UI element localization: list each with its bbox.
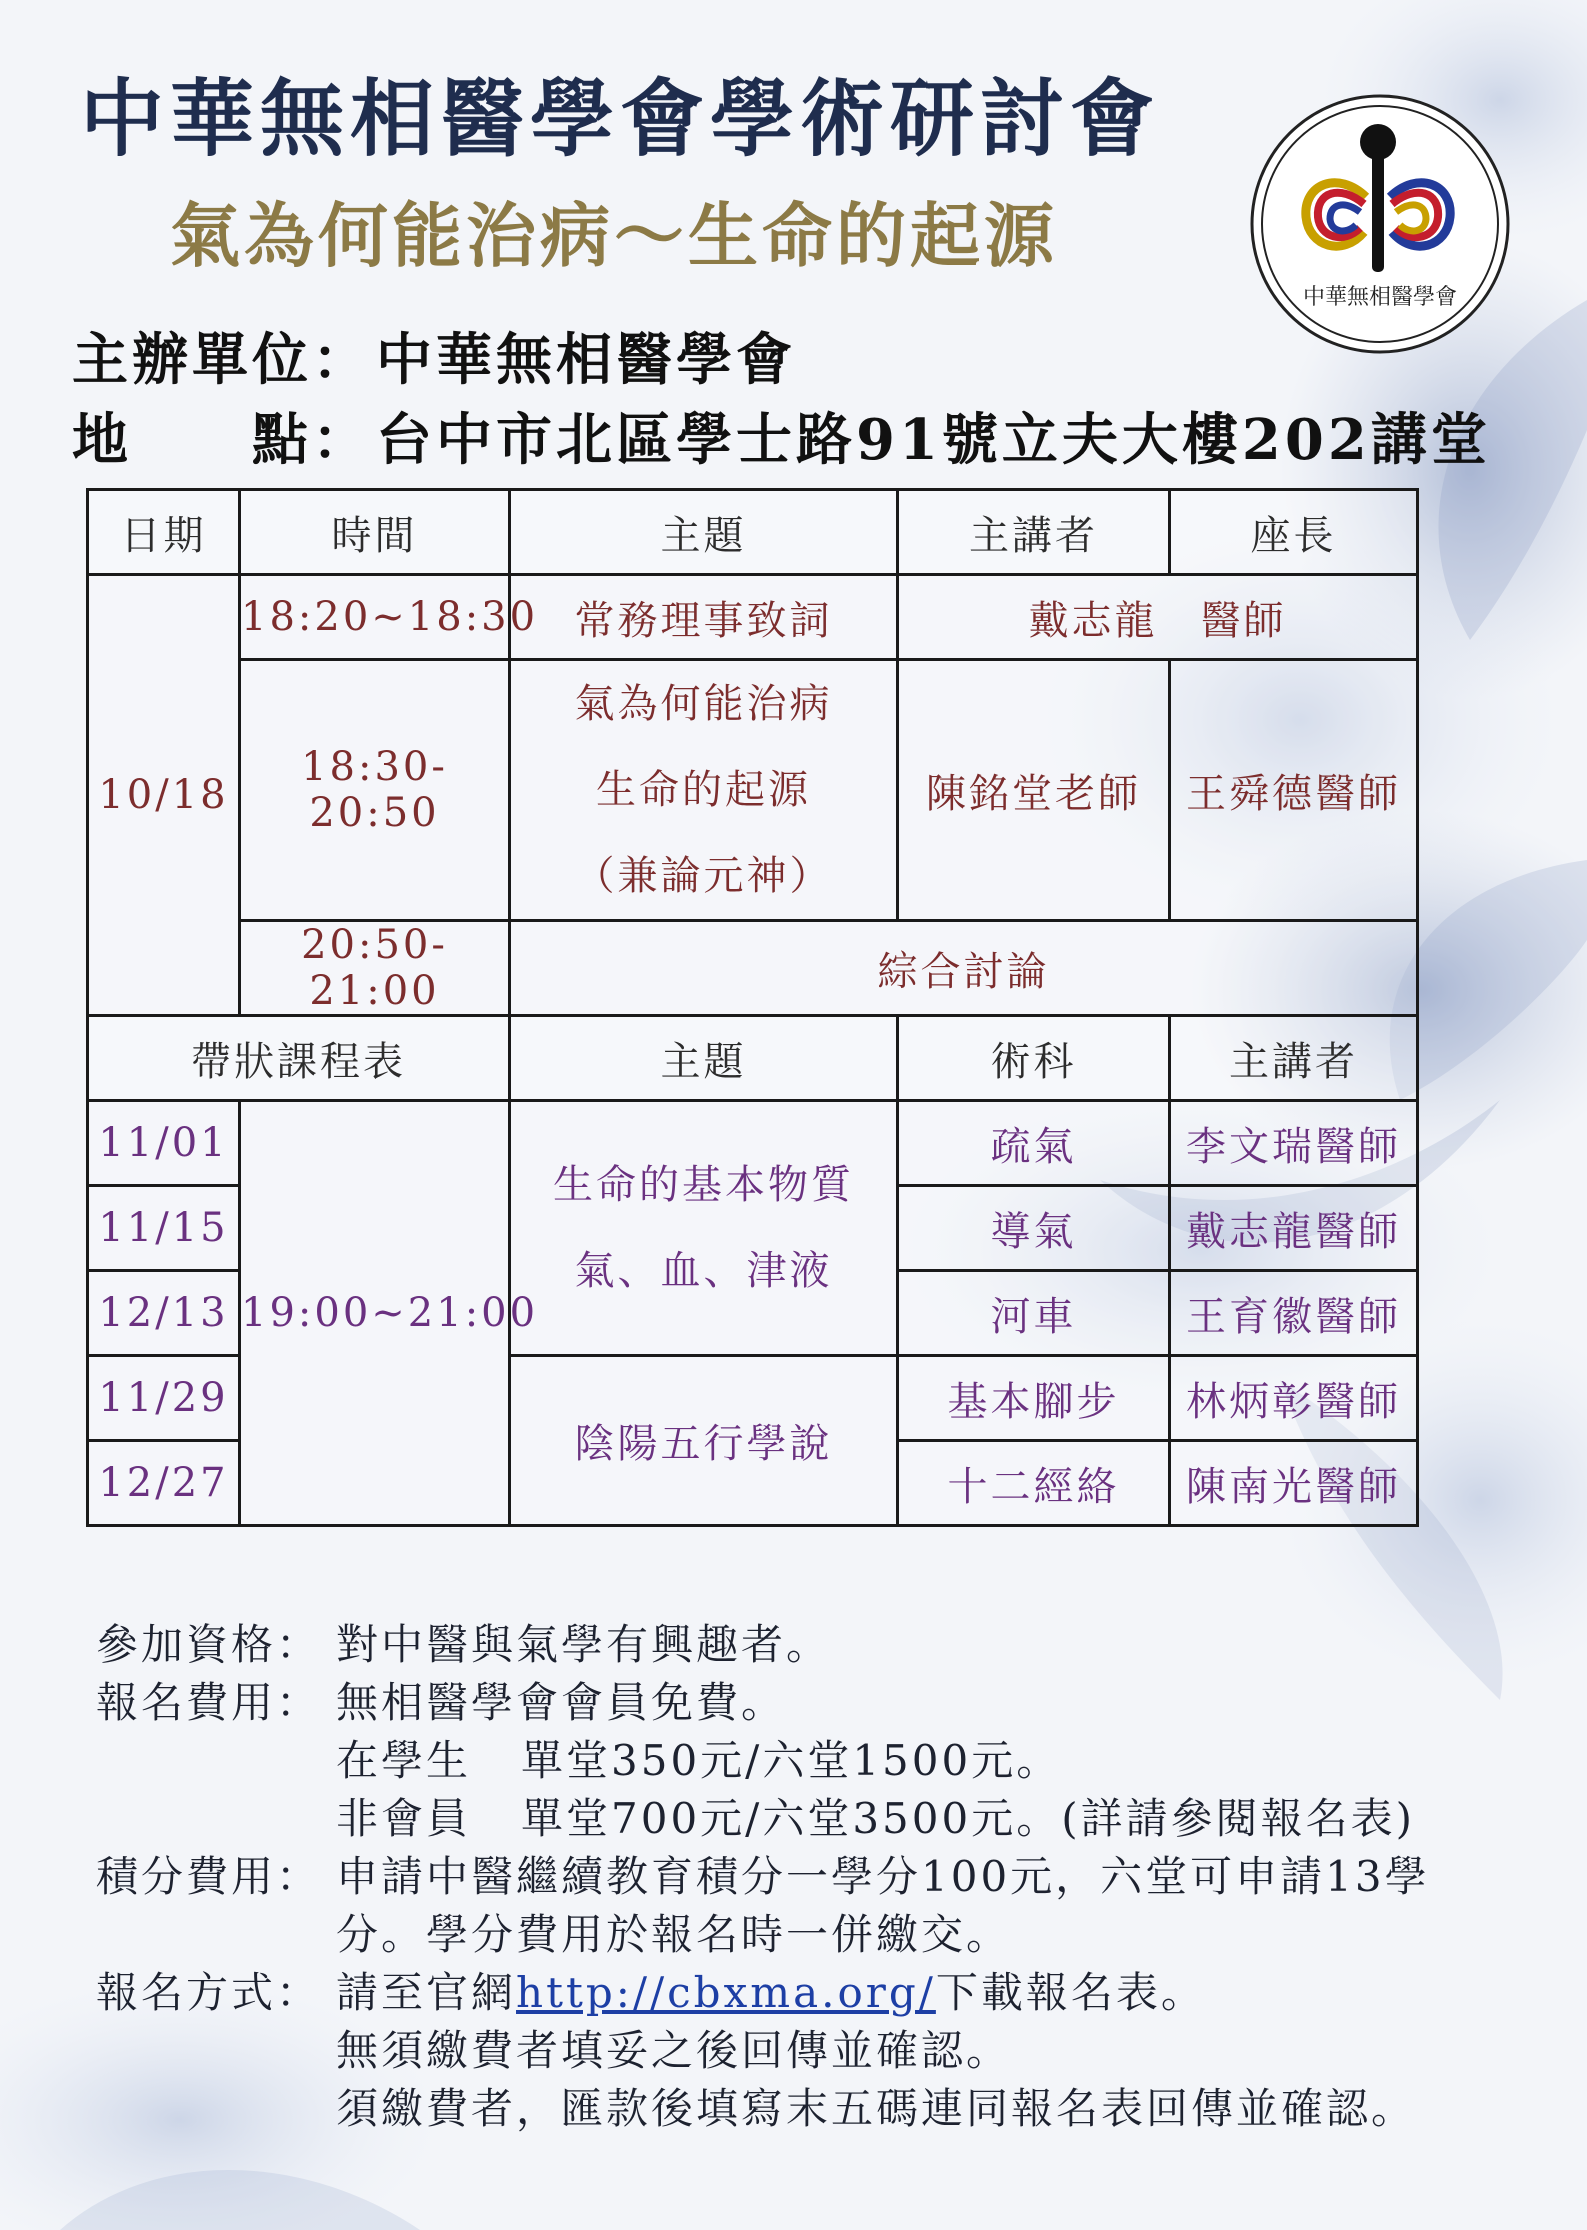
credit-row (96, 1848, 1551, 1964)
location-label: 地 點： (72, 407, 372, 473)
eligibility-value: 對中醫與氣學有興趣者。 (336, 1620, 832, 1669)
chair-cell: 王舜德醫師 (1170, 660, 1418, 921)
topic-cell: 綜合討論 (510, 921, 1418, 1016)
event-date: 10/18 (88, 575, 240, 1016)
time-cell: 18:30-20:50 (240, 660, 510, 921)
signup-line: 須繳費者，匯款後填寫末五碼連同報名表回傳並確認。 (336, 2084, 1417, 2133)
fee-row (96, 1674, 1551, 1848)
skill-cell: 疏氣 (898, 1101, 1170, 1186)
signup-suffix: 下載報名表。 (935, 1968, 1206, 2017)
topic-cell: 常務理事致詞 (510, 575, 898, 660)
schedule-header-row (88, 490, 1418, 575)
credit-label: 積分費用： (96, 1852, 322, 1901)
course-date: 12/27 (88, 1441, 240, 1526)
course-date: 11/15 (88, 1186, 240, 1271)
signup-label: 報名方式： (96, 1968, 322, 2017)
logo-text: 中華無相醫學會 (1302, 285, 1458, 310)
association-logo (1248, 92, 1512, 356)
header-course-speaker: 主講者 (1170, 1016, 1418, 1101)
course-time: 19:00~21:00 (240, 1101, 510, 1526)
organizer-value: 中華無相醫學會 (376, 327, 796, 393)
speaker-cell: 林炳彰醫師 (1170, 1356, 1418, 1441)
fee-label: 報名費用： (96, 1678, 322, 1727)
header-skill: 術科 (898, 1016, 1170, 1101)
fee-nonmember: 單堂700元/六堂3500元。(詳請參閱報名表) (521, 1794, 1415, 1843)
topic-line: 氣為何能治病 (574, 681, 833, 727)
fee-nonmember-label: 非會員 (336, 1794, 472, 1843)
table-row (88, 921, 1418, 1016)
course-date: 11/29 (88, 1356, 240, 1441)
course-date: 11/01 (88, 1101, 240, 1186)
credit-line: 分。學分費用於報名時一併繳交。 (336, 1910, 1012, 1959)
course-header-row (88, 1016, 1418, 1101)
signup-prefix: 請至官網 (336, 1968, 517, 2017)
skill-cell: 基本腳步 (898, 1356, 1170, 1441)
eligibility-row (96, 1616, 1551, 1674)
table-row (88, 660, 1418, 921)
location-value: 台中市北區學士路91號立夫大樓202講堂 (376, 407, 1491, 473)
location-row (72, 396, 1491, 476)
header-course-topic: 主題 (510, 1016, 898, 1101)
speaker-cell: 王育徽醫師 (1170, 1271, 1418, 1356)
table-row (88, 1101, 1418, 1186)
header-speaker: 主講者 (898, 490, 1170, 575)
skill-cell: 河車 (898, 1271, 1170, 1356)
fee-student-line (336, 1732, 1551, 1790)
header-topic: 主題 (510, 490, 898, 575)
registration-notes (96, 1616, 1551, 2138)
header-time: 時間 (240, 490, 510, 575)
fee-student: 單堂350元/六堂1500元。 (521, 1736, 1062, 1785)
website-link[interactable]: http://cbxma.org/ (516, 1968, 936, 2017)
course-date: 12/13 (88, 1271, 240, 1356)
header-chair: 座長 (1170, 490, 1418, 575)
speaker-cell: 戴志龍醫師 (1170, 1186, 1418, 1271)
course-topic (510, 1101, 898, 1356)
course-topic: 陰陽五行學說 (510, 1356, 898, 1526)
table-row (88, 575, 1418, 660)
header-course-schedule: 帶狀課程表 (88, 1016, 510, 1101)
signup-row (96, 1964, 1551, 2138)
speaker-cell: 李文瑞醫師 (1170, 1101, 1418, 1186)
fee-member: 無相醫學會會員免費。 (336, 1678, 787, 1727)
header-date: 日期 (88, 490, 240, 575)
eligibility-label: 參加資格： (96, 1620, 322, 1669)
topic-line: （兼論元神） (574, 853, 833, 899)
skill-cell: 十二經絡 (898, 1441, 1170, 1526)
signup-line: 無須繳費者填妥之後回傳並確認。 (336, 2026, 1012, 2075)
page-title: 中華無相醫學會學術研討會 (80, 70, 1161, 168)
speaker-cell: 陳銘堂老師 (898, 660, 1170, 921)
page-subtitle: 氣為何能治病～生命的起源 (170, 194, 1058, 277)
fee-nonmember-line (336, 1790, 1551, 1848)
organizer-row (72, 316, 796, 396)
schedule-table (86, 488, 1419, 1527)
speaker-cell: 戴志龍 醫師 (898, 575, 1418, 660)
topic-line: 生命的基本物質 (553, 1162, 854, 1208)
organizer-label: 主辦單位： (72, 327, 372, 393)
time-cell: 18:20~18:30 (240, 575, 510, 660)
topic-cell (510, 660, 898, 921)
signup-line (336, 1964, 1551, 2022)
time-cell: 20:50-21:00 (240, 921, 510, 1016)
speaker-cell: 陳南光醫師 (1170, 1441, 1418, 1526)
topic-line: 氣、血、津液 (574, 1248, 833, 1294)
topic-line: 生命的起源 (596, 767, 811, 813)
fee-student-label: 在學生 (336, 1736, 472, 1785)
skill-cell: 導氣 (898, 1186, 1170, 1271)
credit-line: 申請中醫繼續教育積分一學分100元，六堂可申請13學 (336, 1852, 1430, 1901)
